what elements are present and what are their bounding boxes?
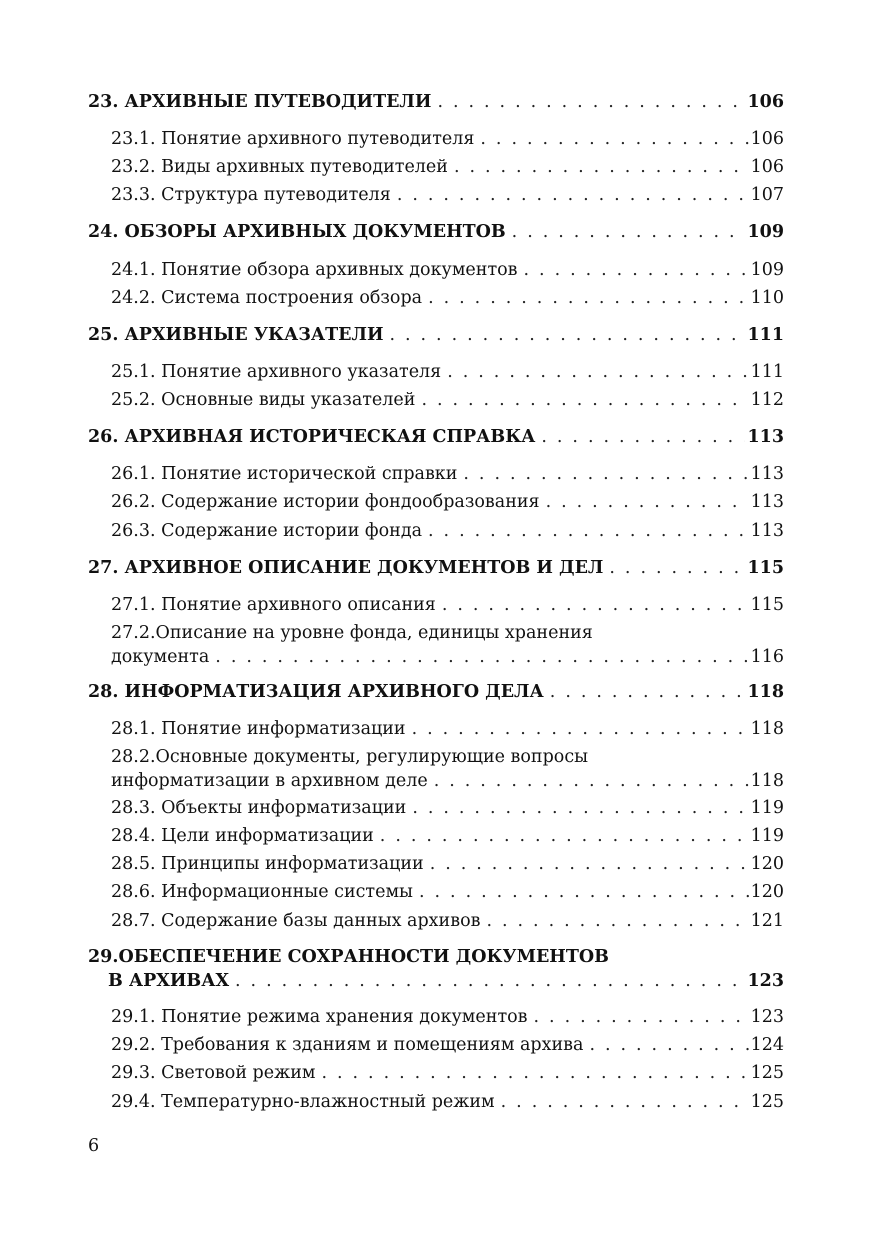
- toc-page-number: 125: [750, 1092, 784, 1112]
- toc-chapter[interactable]: [88, 945, 784, 993]
- toc-entry-number: 29.4.: [111, 1092, 156, 1112]
- toc-entry-line: [111, 1061, 784, 1085]
- toc-entry-title: Понятие архивного путеводителя: [161, 129, 475, 149]
- toc-entry-title: Описание на уровне фонда, единицы хранения: [155, 623, 593, 643]
- toc-chapter[interactable]: [88, 556, 784, 580]
- toc-entry-title: Температурно-влажностный режим: [161, 1092, 495, 1112]
- toc-page-number: 109: [747, 222, 784, 242]
- toc-page-number: 106: [750, 129, 784, 149]
- toc-page-number: 118: [747, 682, 784, 702]
- toc-entry-line: [111, 286, 784, 310]
- toc-entry-title: Структура путеводителя: [161, 185, 391, 205]
- toc-entry-line: [88, 556, 784, 580]
- toc-section[interactable]: [111, 462, 784, 486]
- toc-entry-number: 28.1.: [111, 719, 156, 739]
- toc-entry-number: 29.1.: [111, 1007, 156, 1027]
- toc-page-number: 121: [750, 911, 784, 931]
- toc-entry-line: [111, 593, 784, 617]
- toc-entry-line: [111, 852, 784, 876]
- toc-entry-title: АРХИВНОЕ ОПИСАНИЕ ДОКУМЕНТОВ И ДЕЛ: [124, 558, 604, 578]
- toc-entry-title: Содержание базы данных архивов: [161, 911, 481, 931]
- toc-entry-title: Содержание истории фонда: [161, 521, 423, 541]
- toc-page-number: 113: [750, 521, 784, 541]
- toc-section[interactable]: [111, 155, 784, 179]
- dot-leader: [442, 593, 749, 617]
- toc-entry-number: 24.2.: [111, 288, 156, 308]
- dot-leader: [434, 769, 749, 793]
- toc-entry-line: [111, 490, 784, 514]
- dot-leader: [235, 969, 745, 993]
- dot-leader: [541, 425, 745, 449]
- dot-leader: [412, 717, 749, 741]
- toc-entry-line: [88, 425, 784, 449]
- toc-entry-title: Понятие обзора архивных документов: [161, 260, 518, 280]
- toc-section[interactable]: [111, 286, 784, 310]
- dot-leader: [389, 323, 745, 347]
- dot-leader: [463, 462, 748, 486]
- dot-leader: [501, 1090, 749, 1114]
- toc-section[interactable]: [111, 127, 784, 151]
- toc-entry-number: 23.2.: [111, 157, 156, 177]
- toc-entry-line: [111, 824, 784, 848]
- toc-entry-number: 28.3.: [111, 798, 156, 818]
- toc-section[interactable]: [111, 360, 784, 384]
- dot-leader: [550, 680, 746, 704]
- toc-entry-line: [111, 360, 784, 384]
- dot-leader: [534, 1005, 749, 1029]
- toc-section[interactable]: [111, 880, 784, 904]
- toc-entry-number: 26.1.: [111, 464, 156, 484]
- toc-page-number: 124: [750, 1035, 784, 1055]
- toc-entry-number: 28.: [88, 682, 119, 702]
- toc-page-number: 125: [750, 1063, 784, 1083]
- toc-entry-line: [111, 880, 784, 904]
- toc-entry-number: 25.: [88, 325, 119, 345]
- toc-chapter[interactable]: [88, 425, 784, 449]
- toc-entry-number: 24.: [88, 222, 119, 242]
- toc-entry-title: Понятие режима хранения документов: [161, 1007, 528, 1027]
- toc-section[interactable]: [111, 1061, 784, 1085]
- toc-page-number: 123: [750, 1007, 784, 1027]
- dot-leader: [546, 490, 749, 514]
- toc-entry-number: 26.3.: [111, 521, 156, 541]
- dot-leader: [215, 645, 748, 669]
- toc-entry-title: ОБЕСПЕЧЕНИЕ СОХРАННОСТИ ДОКУМЕНТОВ: [118, 947, 609, 967]
- toc-entry-title: Световой режим: [161, 1063, 316, 1083]
- dot-leader: [609, 556, 745, 580]
- toc-entry-number: 23.3.: [111, 185, 156, 205]
- toc-entry-number: 24.1.: [111, 260, 156, 280]
- dot-leader: [430, 852, 749, 876]
- toc-chapter[interactable]: [88, 323, 784, 347]
- toc-entry-number: 23.1.: [111, 129, 156, 149]
- toc-entry-title-continued: документа: [111, 647, 210, 667]
- toc-section[interactable]: [111, 745, 784, 793]
- toc-entry-line: [111, 796, 784, 820]
- dot-leader: [589, 1033, 748, 1057]
- toc-page-number: 106: [747, 92, 784, 112]
- dot-leader: [437, 90, 745, 114]
- toc-entry-line: [88, 323, 784, 347]
- toc-entry-title: ИНФОРМАТИЗАЦИЯ АРХИВНОГО ДЕЛА: [124, 682, 544, 702]
- toc-entry-title-continued: В АРХИВАХ: [108, 971, 230, 991]
- toc-entry-first-line: [111, 745, 784, 769]
- toc-entry-number: 25.1.: [111, 362, 156, 382]
- toc-section[interactable]: [111, 909, 784, 933]
- toc-section[interactable]: [111, 1090, 784, 1114]
- toc-entry-line: [111, 519, 784, 543]
- toc-page-number: 118: [750, 771, 784, 791]
- toc-page-number: 118: [750, 719, 784, 739]
- toc-entry-title: Принципы информатизации: [161, 854, 424, 874]
- dot-leader: [454, 155, 749, 179]
- dot-leader: [480, 127, 748, 151]
- toc-entry-title: Понятие исторической справки: [161, 464, 458, 484]
- toc-page-number: 120: [750, 882, 784, 902]
- toc-page-number: 110: [750, 288, 784, 308]
- toc-entry-number: 28.4.: [111, 826, 156, 846]
- toc-page-number: 111: [747, 325, 784, 345]
- toc-entry-title: Понятие архивного указателя: [161, 362, 442, 382]
- toc-page-number: 113: [747, 427, 784, 447]
- toc-entry-number: 29.3.: [111, 1063, 156, 1083]
- dot-leader: [412, 796, 748, 820]
- toc-entry-title: Информационные системы: [161, 882, 413, 902]
- dot-leader: [419, 880, 749, 904]
- toc-entry-title: АРХИВНЫЕ УКАЗАТЕЛИ: [124, 325, 384, 345]
- toc-page-number: 119: [750, 826, 784, 846]
- toc-entry-number: 29.: [88, 947, 119, 967]
- toc-entry-title-continued: информатизации в архивном деле: [111, 771, 428, 791]
- toc-entry-title: Виды архивных путеводителей: [161, 157, 448, 177]
- toc-entry-line: [111, 388, 784, 412]
- toc-entry-line: [88, 220, 784, 244]
- dot-leader: [380, 824, 749, 848]
- toc-entry-number: 28.5.: [111, 854, 156, 874]
- dot-leader: [421, 388, 748, 412]
- toc-entry-line: [111, 258, 784, 282]
- toc-entry-first-line: [88, 945, 784, 969]
- toc-entry-number: 27.1.: [111, 595, 156, 615]
- dot-leader: [524, 258, 749, 282]
- toc-entry-title: Система построения обзора: [161, 288, 423, 308]
- toc-page-number: 115: [750, 595, 784, 615]
- toc-section[interactable]: [111, 258, 784, 282]
- toc-chapter[interactable]: [88, 90, 784, 114]
- dot-leader: [321, 1061, 748, 1085]
- toc-page-number: 115: [747, 558, 784, 578]
- toc-section[interactable]: [111, 1005, 784, 1029]
- toc-page-number: 116: [750, 647, 784, 667]
- toc-entry-number: 28.6.: [111, 882, 156, 902]
- toc-page-number: 120: [750, 854, 784, 874]
- toc-page-number: 113: [750, 492, 784, 512]
- toc-page-number: 119: [750, 798, 784, 818]
- toc-section[interactable]: [111, 593, 784, 617]
- toc-section[interactable]: [111, 490, 784, 514]
- toc-page-number: 123: [747, 971, 784, 991]
- toc-entry-number: 26.: [88, 427, 119, 447]
- toc-section[interactable]: [111, 519, 784, 543]
- toc-entry-number: 23.: [88, 92, 119, 112]
- toc-entry-title: Основные виды указателей: [161, 390, 416, 410]
- toc-entry-first-line: [111, 621, 784, 645]
- toc-entry-line: [111, 462, 784, 486]
- toc-entry-line: [111, 909, 784, 933]
- toc-entry-title: ОБЗОРЫ АРХИВНЫХ ДОКУМЕНТОВ: [124, 222, 506, 242]
- toc-section[interactable]: [111, 852, 784, 876]
- toc-section[interactable]: [111, 824, 784, 848]
- dot-leader: [512, 220, 746, 244]
- dot-leader: [486, 909, 748, 933]
- toc-entry-title: Основные документы, регулирующие вопросы: [155, 747, 589, 767]
- toc-entry-number: 27.2.: [111, 623, 156, 643]
- toc-entry-second-line: [111, 645, 784, 669]
- toc-entry-line: [88, 90, 784, 114]
- toc-section[interactable]: [111, 183, 784, 207]
- toc-entry-number: 26.2.: [111, 492, 156, 512]
- toc-entry-second-line: [88, 969, 784, 993]
- dot-leader: [428, 286, 748, 310]
- toc-entry-line: [111, 183, 784, 207]
- toc-entry-line: [111, 155, 784, 179]
- toc-page-number: 109: [750, 260, 784, 280]
- toc-entry-number: 28.7.: [111, 911, 156, 931]
- toc-entry-title: АРХИВНАЯ ИСТОРИЧЕСКАЯ СПРАВКА: [124, 427, 536, 447]
- toc-entry-title: Понятие информатизации: [161, 719, 406, 739]
- toc-entry-line: [111, 1005, 784, 1029]
- toc-section[interactable]: [111, 388, 784, 412]
- toc-entry-title: АРХИВНЫЕ ПУТЕВОДИТЕЛИ: [124, 92, 432, 112]
- page-number: 6: [88, 1136, 100, 1156]
- toc-entry-line: [111, 1033, 784, 1057]
- dot-leader: [428, 519, 749, 543]
- toc-page-number: 107: [750, 185, 784, 205]
- toc-page-number: 106: [750, 157, 784, 177]
- toc-section[interactable]: [111, 796, 784, 820]
- toc-section[interactable]: [111, 1033, 784, 1057]
- toc-entry-line: [88, 680, 784, 704]
- toc-entry-second-line: [111, 769, 784, 793]
- toc-entry-title: Объекты информатизации: [161, 798, 407, 818]
- toc-chapter[interactable]: [88, 220, 784, 244]
- toc-entry-number: 27.: [88, 558, 119, 578]
- toc-entry-line: [111, 127, 784, 151]
- toc-entry-number: 29.2.: [111, 1035, 156, 1055]
- toc-entry-title: Содержание истории фондообразования: [161, 492, 540, 512]
- toc-entry-title: Цели информатизации: [161, 826, 374, 846]
- toc-page-number: 112: [750, 390, 784, 410]
- dot-leader: [447, 360, 748, 384]
- toc-entry-number: 28.2.: [111, 747, 156, 767]
- toc-entry-line: [111, 717, 784, 741]
- toc-entry-number: 25.2.: [111, 390, 156, 410]
- toc-page-number: 111: [750, 362, 784, 382]
- toc-entry-title: Требования к зданиям и помещениям архива: [161, 1035, 584, 1055]
- toc-section[interactable]: [111, 717, 784, 741]
- toc-entry-line: [111, 1090, 784, 1114]
- toc-page-number: 113: [750, 464, 784, 484]
- toc-chapter[interactable]: [88, 680, 784, 704]
- toc-section[interactable]: [111, 621, 784, 669]
- toc-entry-title: Понятие архивного описания: [161, 595, 436, 615]
- dot-leader: [397, 183, 749, 207]
